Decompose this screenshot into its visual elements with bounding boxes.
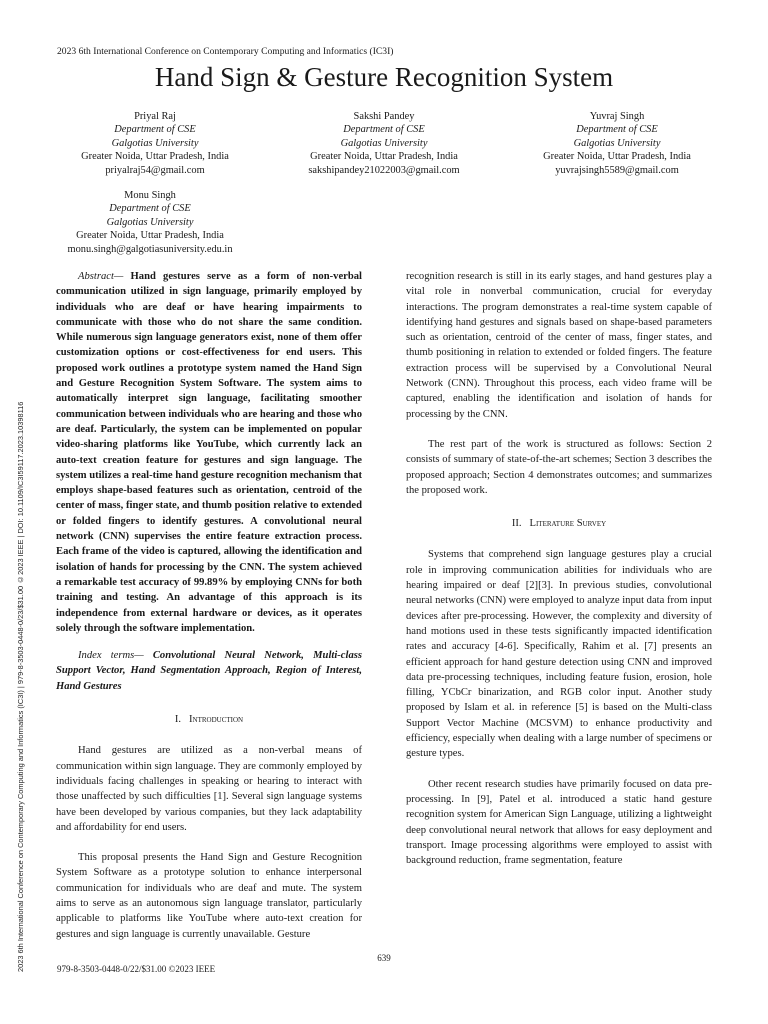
section-title: Introduction [189,714,244,726]
author-block [507,110,727,177]
author-email: monu.singh@galgotiasuniversity.edu.in [67,243,233,255]
side-doi-strip: 2023 6th International Conference on Contemporary Computing and Informatics (IC3I) | 979-8-3503-0448-0/23/$31.00 ©2023 IEEE | DOI: 10.1109/IC3I59117.2023.10398116 [16,401,25,972]
conference-header: 2023 6th International Conference on Contemporary Computing and Informatics (IC3I) [57,46,394,57]
footer-copyright: 979-8-3503-0448-0/22/$31.00 ©2023 IEEE [57,964,216,974]
author-univ: Galgotias University [106,216,194,228]
author-dept: Department of CSE [109,203,191,215]
body-paragraph: This proposal presents the Hand Sign and Gesture Recognition System Software as a prototype solution to enhance interpersonal communication for individuals who are deaf and mute. The system aims to serve as an autonomous sign language translator, particularly applicable to platforms like YouTube where auto-text creation for gestures and sign language is currently unavailable. Gesture [56,852,362,940]
author-univ: Galgotias University [111,137,199,149]
author-name: Yuvraj Singh [589,111,645,122]
author-block [274,110,494,177]
author-name: Sakshi Pandey [353,111,415,122]
author-block [40,189,260,256]
author-name: Priyal Raj [134,111,176,122]
body-paragraph: The rest part of the work is structured as follows: Section 2 consists of summary of state-of-the-art schemes; Section 3 describes the proposed approach; Section 4 demonstrates outcomes; and summarizes the proposed work. [406,438,712,496]
section-title: Literature Survey [529,518,607,530]
author-name: Monu Singh [124,190,176,201]
author-location: Greater Noida, Uttar Pradesh, India [310,151,458,163]
body-paragraph: Systems that comprehend sign language gestures play a crucial role in improving communication abilities for individuals who are hearing impaired or deaf [2][3]. In previous studies, convolutional neural networks (CNN) were employed to analyze input data from input devices after pre-processing. However, the complexity and diversity of hand motions used in these tests significantly impacted identification rates and accuracy [4-6]. Specifically, Rahim et al. [7] presents an efficient approach for hand gesture detection using CNN and improved data pre-processing techniques, including feature fusion, erosion, hole filling, YCbCr binarization, and RGB color input. Another study proposed by Islam et al. in reference [5] is based on the Multi-class Support Vector Machine (MCSVM) to enhance productivity and efficiency, especially when dealing with a large number of specimens or gesture types. [406,549,712,760]
section-heading-literature-survey [406,516,712,531]
index-terms [56,648,362,694]
body-paragraph-continued: recognition research is still in its early stages, and hand gestures play a vital role in nonverbal communication, crucial for everyday interactions. The program demonstrates a real-time system capable of identifying hand gestures and signals based on shape-based parameters such as orientation, centroid of the center of mass, finger states, and thumb positioning in relation to extended or folded fingers. The feature extraction process will be supervised by a Convolutional Neural Network (CNN). Throughout this process, each video frame will be captured, enabling the identification and isolation of hands for processing by the CNN. [406,271,712,420]
author-univ: Galgotias University [340,137,428,149]
index-terms-label: Index terms— [78,650,144,662]
author-univ: Galgotias University [573,137,661,149]
left-column [56,269,362,942]
author-location: Greater Noida, Uttar Pradesh, India [76,230,224,242]
section-number: I. [174,714,182,726]
author-dept: Department of CSE [343,124,425,136]
right-column [406,269,712,868]
body-paragraph: Other recent research studies have primarily focused on data pre-processing. In [9], Patel et al. introduced a static hand gesture recognition system for American Sign Language, utilizing a lightweight deep convolutional neural network that allows for easy deployment and transport. Image processing algorithms were employed to assist with background reduction, frame segmentation, feature [406,778,712,867]
author-block [45,110,265,177]
author-location: Greater Noida, Uttar Pradesh, India [543,151,691,163]
author-dept: Department of CSE [576,124,658,136]
index-terms-text: Convolutional Neural Network, Multi-class Support Vector, Hand Segmentation Approach, Region of Interest, Hand Gestures [56,650,362,692]
author-dept: Department of CSE [114,124,196,136]
author-email: yuvrajsingh5589@gmail.com [555,164,679,176]
section-number: II. [511,518,522,530]
abstract-label: Abstract— [78,271,124,282]
abstract-text: Hand gestures serve as a form of non-verbal communication utilized in sign language, primarily employed by individuals who are deaf or have hearing impairments to communicate with those who do not share the same condition. While numerous sign language generators exist, none of them offer customization options or cost-effectiveness for end users. This proposed work outlines a prototype system named the Hand Sign and Gesture Recognition System Software. The system aims to automatically interpret sign language, facilitating smoother communication between individuals who are hearing and those who are deaf. Particularly, the system can be implemented on popular video-sharing platforms like YouTube, which currently lack an auto-text creation feature for gestures and sign language. The system utilizes a real-time hand gesture recognition mechanism that employs shape-based features such as orientation, centroid of the center of mass, finger state, and thumb position relative to extended or folded fingers to identify gestures. A convolutional neural network (CNN) supervises the entire feature extraction process. Each frame of the video is captured, allowing the identification and isolation of hands for processing by the CNN. The system achieved a remarkable test accuracy of 99.89% by employing CNNs for both training and testing. An advantage of this approach is its independence from external hardware or devices, as it operates solely through the software implementation. [56,271,363,634]
author-location: Greater Noida, Uttar Pradesh, India [81,151,229,163]
paper-title: Hand Sign & Gesture Recognition System [154,62,614,92]
section-heading-introduction [56,712,362,727]
author-email: priyalraj54@gmail.com [105,164,205,176]
page-number: 639 [377,953,391,963]
body-paragraph: Hand gestures are utilized as a non-verbal means of communication within sign language. They are commonly employed by individuals facing challenges in speaking or hearing to interact with those unaffected by such difficulties [1]. Several sign language systems have been developed by various companies, but they lack adaptability and affordability for end users. [56,745,362,833]
author-email: sakshipandey21022003@gmail.com [308,164,460,176]
abstract [56,269,362,636]
